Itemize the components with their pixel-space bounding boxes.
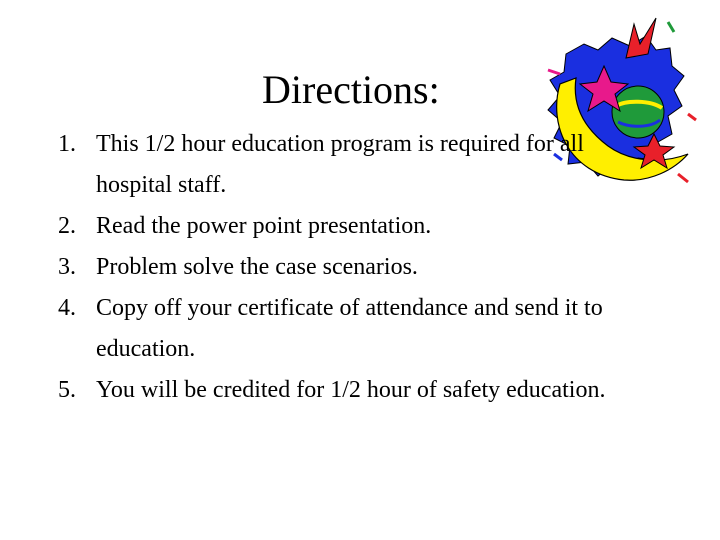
list-number: 5. [58, 377, 76, 403]
directions-list [58, 124, 658, 411]
list-number: 4. [58, 295, 76, 321]
list-text: Copy off your certificate of attendance and send it to education. [96, 295, 603, 362]
list-item [58, 247, 658, 288]
list-item [58, 124, 658, 206]
list-item [58, 370, 658, 411]
list-text: You will be credited for 1/2 hour of safety education. [96, 377, 606, 403]
list-number: 2. [58, 213, 76, 239]
list-item [58, 288, 658, 370]
list-number: 3. [58, 254, 76, 280]
list-text: This 1/2 hour education program is required for all hospital staff. [96, 131, 584, 198]
page-title: Directions: [262, 67, 440, 112]
list-text: Problem solve the case scenarios. [96, 254, 418, 280]
list-item [58, 206, 658, 247]
list-text: Read the power point presentation. [96, 213, 432, 239]
list-number: 1. [58, 131, 76, 157]
